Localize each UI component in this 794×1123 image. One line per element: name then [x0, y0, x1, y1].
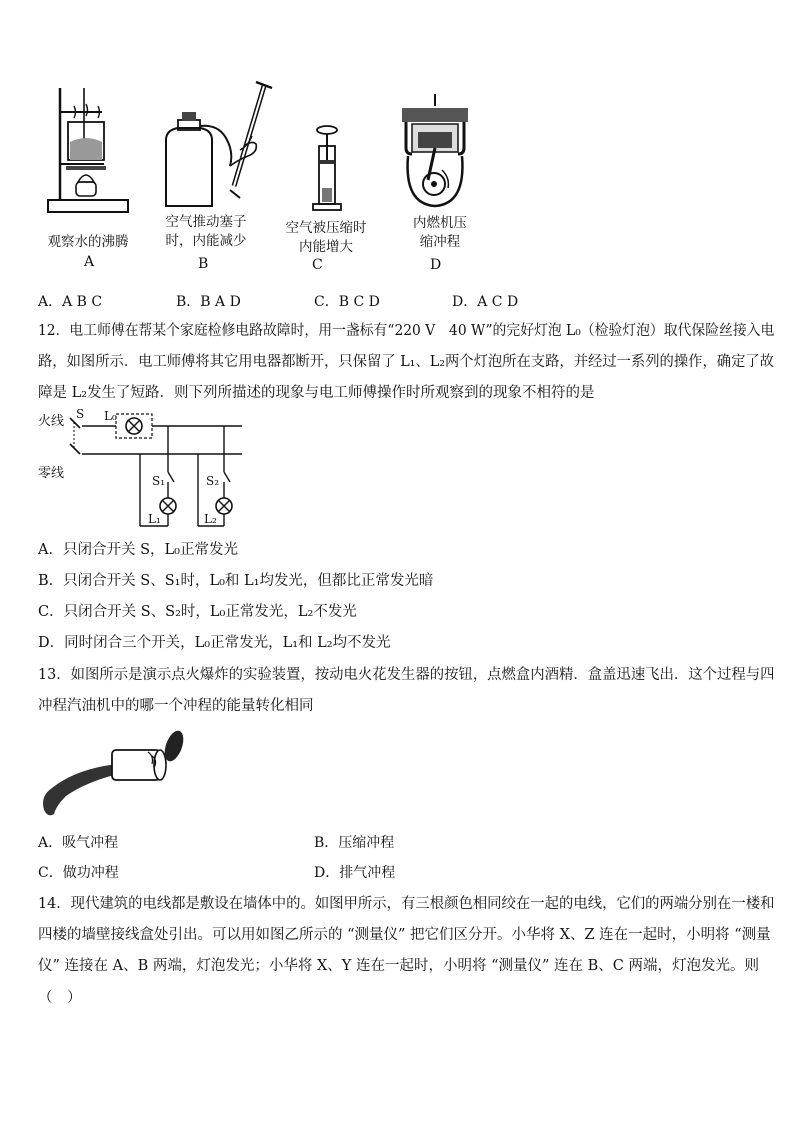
q12-label-l0: L₀	[104, 409, 117, 423]
q12-text-line-3: 障是 L₂发生了短路．则下列所描述的现象与电工师傅操作时所观察到的现象不相符的是	[38, 385, 595, 401]
q11-option-b[interactable]: B．B A D	[176, 294, 241, 310]
figure-a-caption: 观察水的沸腾	[47, 234, 129, 250]
q12-label-s1: S₁	[152, 474, 166, 488]
q11-option-c[interactable]: C．B C D	[314, 294, 380, 310]
figure-a-letter: A	[84, 254, 95, 270]
spark-ignition-apparatus-image	[40, 726, 190, 820]
q12-option-d[interactable]: D．同时闭合三个开关，L₀正常发光，L₁和 L₂均不发光	[38, 635, 391, 651]
q12-text-line-2: 路，如图所示．电工师傅将其它用电器都断开，只保留了 L₁、L₂两个灯泡所在支路，并经过一系列的操作，确定了故	[38, 354, 775, 370]
q13-option-d[interactable]: D．排气冲程	[314, 865, 396, 881]
q12-label-l1: L₁	[148, 512, 161, 526]
q13-option-a[interactable]: A．吸气冲程	[38, 835, 119, 851]
figure-c-caption: 空气被压缩时 内能增大	[285, 220, 367, 255]
figure-d-caption: 内燃机压 缩冲程	[413, 215, 467, 250]
q12-option-b[interactable]: B．只闭合开关 S、S₁时，L₀和 L₁均发光，但都比正常发光暗	[38, 573, 434, 589]
boiling-water-apparatus-image	[44, 82, 130, 216]
q14-text-line-3: 仪” 连接在 A、B 两端，灯泡发光；小华将 X、Y 连在一起时，小明将 “测量仪” 连在 B、C 两端，灯泡发光。则	[38, 958, 759, 974]
q12-text-line-1: 12．电工师傅在帮某个家庭检修电路故障时，用一盏标有“220 V 40 W”的完好灯泡 L₀（检验灯泡）取代保险丝接入电	[38, 323, 775, 339]
q13-option-b[interactable]: B．压缩冲程	[314, 835, 395, 851]
q11-option-d[interactable]: D．A C D	[452, 294, 519, 310]
q12-circuit-diagram	[36, 408, 250, 534]
q12-label-neutral: 零线	[38, 466, 65, 481]
q14-text-line-2: 四楼的墙壁接线盒处引出。可以用如图乙所示的 “测量仪” 把它们区分开。小华将 X、Z 连在一起时，小明将 “测量	[38, 927, 771, 943]
q13-text-line-2: 冲程汽油机中的哪一个冲程的能量转化相同	[38, 698, 314, 714]
q14-text-line-1: 14．现代建筑的电线都是敷设在墙体中的。如图甲所示，有三根颜色相同绞在一起的电线，它们的两端分别在一楼和	[38, 896, 775, 912]
q12-label-switch: S	[76, 407, 85, 421]
q12-label-live: 火线	[38, 414, 65, 429]
q13-text-line-1: 13．如图所示是演示点火爆炸的实验装置，按动电火花发生器的按钮，点燃盒内酒精．盒盖迅速飞出．这个过程与四	[38, 667, 775, 683]
q14-answer-blank[interactable]: （ ）	[38, 990, 82, 1006]
figure-c-letter: C	[312, 257, 323, 273]
q12-option-a[interactable]: A．只闭合开关 S，L₀正常发光	[38, 542, 238, 558]
bottle-pump-apparatus-image	[160, 80, 278, 212]
figure-b-letter: B	[198, 256, 209, 272]
air-compression-cylinder-image	[310, 124, 344, 212]
figure-d-letter: D	[430, 257, 442, 273]
q12-option-c[interactable]: C．只闭合开关 S、S₂时，L₀正常发光，L₂不发光	[38, 604, 357, 620]
q12-label-s2: S₂	[206, 474, 220, 488]
q11-option-a[interactable]: A．A B C	[38, 294, 103, 310]
q12-label-l2: L₂	[204, 512, 217, 526]
q13-option-c[interactable]: C．做功冲程	[38, 865, 119, 881]
figure-b-caption: 空气推动塞子 时，内能减少	[165, 214, 247, 249]
engine-cylinder-image	[398, 94, 472, 208]
